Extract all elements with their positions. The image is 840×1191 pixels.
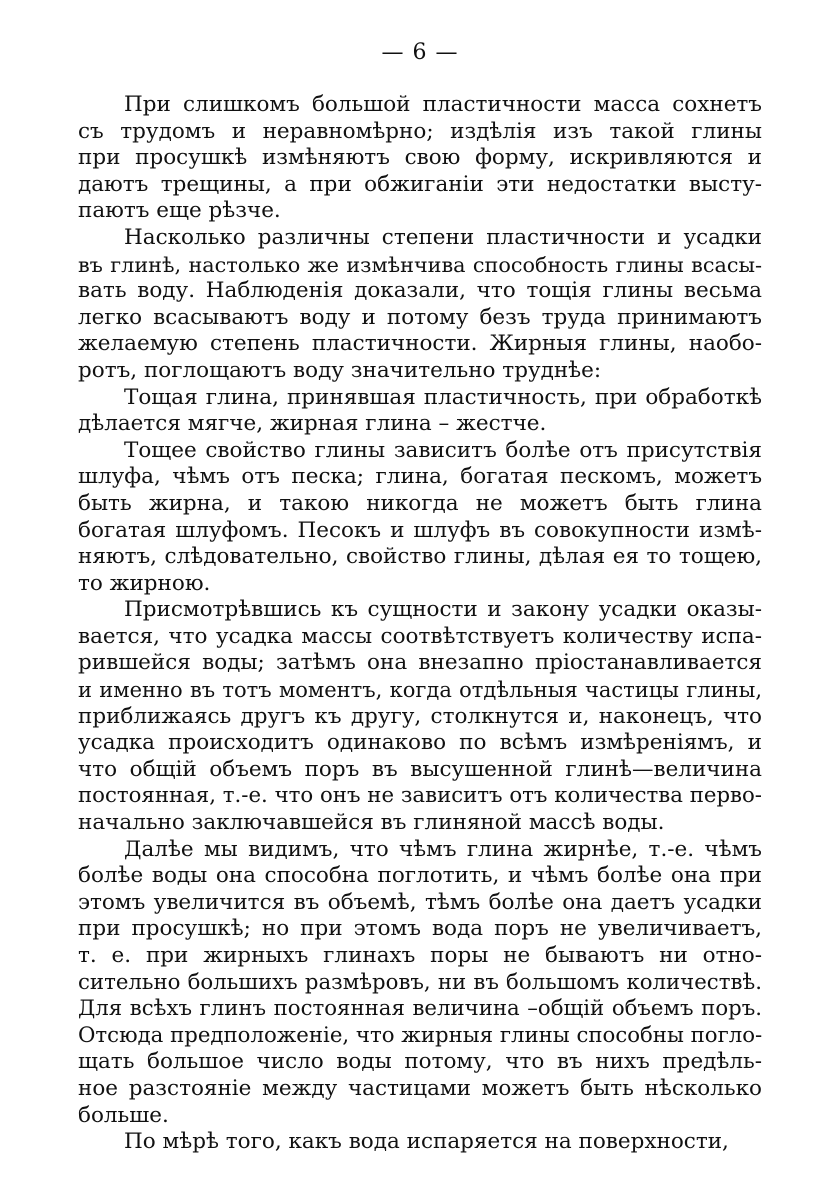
page-text <box>78 92 762 1156</box>
text-line: быть жирна, и такою никогда не можетъ быть глина <box>78 490 762 516</box>
text-line: больше. <box>78 1102 169 1128</box>
text-line: дѣлается мягче, жирная глина – жестче. <box>78 411 547 437</box>
text-line: т. е. при жирныхъ глинахъ поры не бываютъ ни отно- <box>78 943 762 968</box>
text-line: рившейся воды; затѣмъ она внезапно пріостанавливается <box>78 650 762 676</box>
text-line: приближаясь другъ къ другу, столкнутся и, наконецъ, что <box>78 703 762 729</box>
text-line: Далѣе мы видимъ, что чѣмъ глина жирнѣе, т.-е. чѣмъ <box>124 836 762 862</box>
text-line: При слишкомъ большой пластичности масса сохнетъ <box>124 92 762 117</box>
text-line: Отсюда предположеніе, что жирныя глины способны погло- <box>78 1022 763 1048</box>
text-line: начально заключавшейся въ глиняной массѣ воды. <box>78 810 665 836</box>
text-line: няютъ, слѣдовательно, свойство глины, дѣлая ея то тощею, <box>78 544 762 570</box>
text-line: ротъ, поглощаютъ воду значительно труднѣе: <box>78 357 602 383</box>
page-number: — 6 — <box>381 40 459 65</box>
text-line: щать большое число воды потому, что въ нихъ предѣль- <box>78 1049 762 1075</box>
text-line: что общій объемъ поръ въ высушенной глинѣ—величина <box>78 756 762 782</box>
text-line: шлуфа, чѣмъ отъ песка; глина, богатая пескомъ, можетъ <box>78 464 762 490</box>
text-line: сительно большихъ размѣровъ, ни въ большомъ количествѣ. <box>78 969 762 995</box>
text-line: болѣе воды она способна поглотить, и чѣмъ болѣе она при <box>78 863 762 889</box>
text-line: вать воду. Наблюденія доказали, что тощія глины весьма <box>78 278 762 304</box>
text-line: съ трудомъ и неравномѣрно; издѣлія изъ такой глины <box>78 118 762 144</box>
text-line: при просушкѣ; но при этомъ вода поръ не увеличиваетъ, <box>78 916 762 942</box>
text-line: то жирною. <box>78 570 211 596</box>
text-line: Тощее свойство глины зависитъ болѣе отъ присутствія <box>124 437 762 463</box>
text-line: По мѣрѣ того, какъ вода испаряется на поверхности, <box>124 1129 729 1155</box>
text-line: этомъ увеличится въ объемѣ, тѣмъ болѣе она даетъ усадки <box>78 889 762 915</box>
text-line: вается, что усадка массы соотвѣтствуетъ количеству испа- <box>78 623 762 649</box>
text-line: легко всасываютъ воду и потому безъ труда принимаютъ <box>78 304 762 330</box>
text-line: усадка происходитъ одинаково по всѣмъ измѣреніямъ, и <box>78 730 762 756</box>
text-line: Присмотрѣвшись къ сущности и закону усадки оказы- <box>124 597 762 623</box>
text-line: ное разстояніе между частицами можетъ быть нѣсколько <box>78 1075 762 1101</box>
text-line: желаемую степень пластичности. Жирныя глины, наобо- <box>78 331 762 357</box>
text-line: постоянная, т.-е. что онъ не зависитъ отъ количества перво- <box>78 783 762 809</box>
text-line: Тощая глина, принявшая пластичность, при обработкѣ <box>124 384 762 410</box>
text-line: Для всѣхъ глинъ постоянная величина –общій объемъ поръ. <box>78 996 762 1022</box>
text-line: паютъ еще рѣзче. <box>78 198 281 224</box>
text-line: богатая шлуфомъ. Песокъ и шлуфъ въ совокупности измѣ- <box>78 517 762 543</box>
text-line: въ глинѣ, настолько же измѣнчива способность глины всасы- <box>78 252 762 277</box>
text-line: и именно въ тотъ моментъ, когда отдѣльныя частицы глины, <box>78 678 762 703</box>
text-line: при просушкѣ измѣняютъ свою форму, искривляются и <box>78 145 762 171</box>
text-line: Насколько различны степени пластичности и усадки <box>124 224 762 250</box>
text-line: даютъ трещины, а при обжиганіи эти недостатки высту- <box>78 171 762 197</box>
